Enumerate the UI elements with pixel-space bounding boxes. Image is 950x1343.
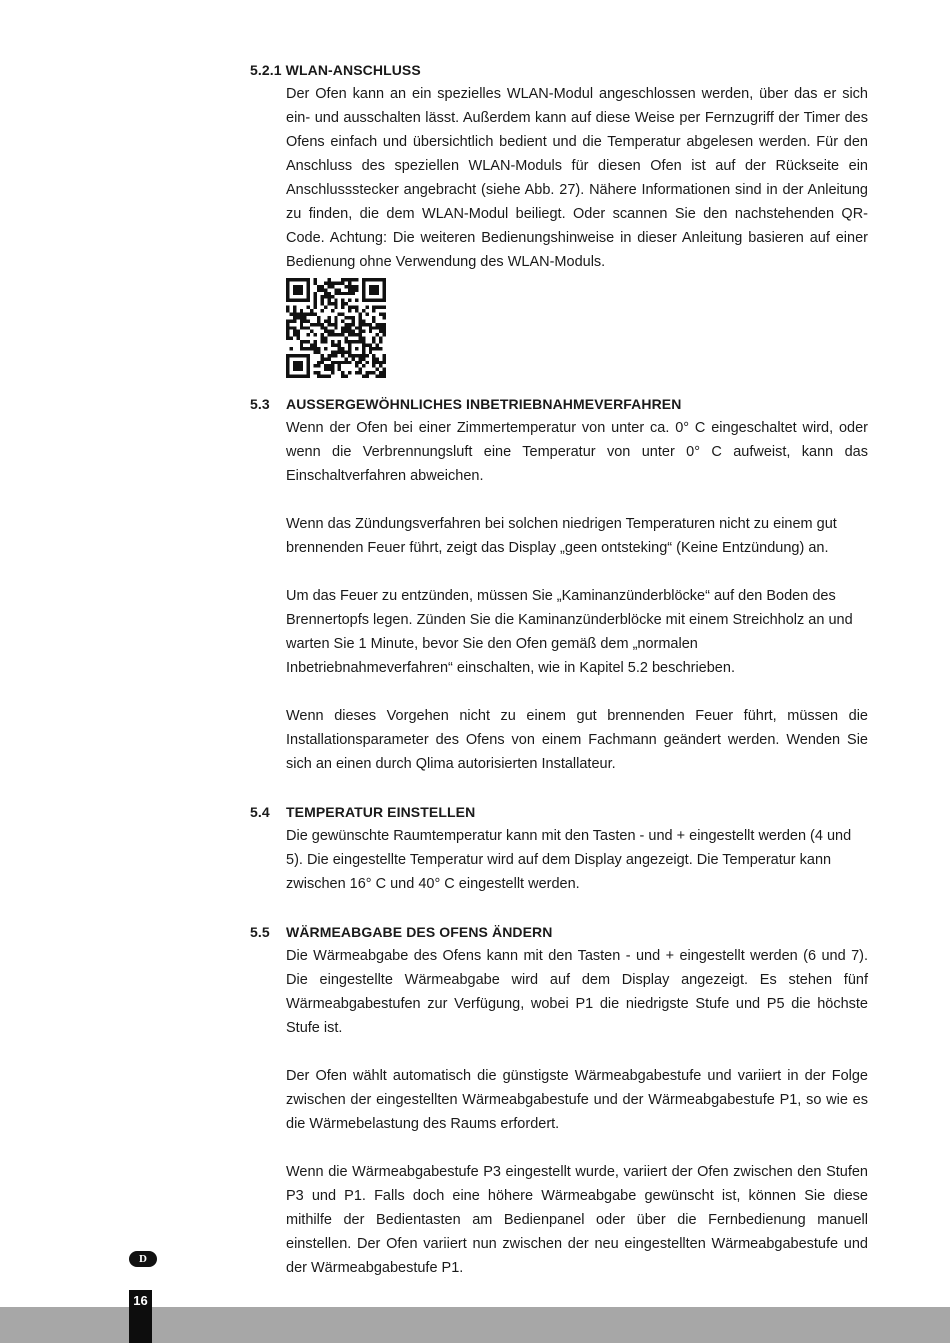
section-number: 5.4	[250, 804, 270, 820]
section-number: 5.2.1	[250, 62, 282, 78]
page-number: 16	[133, 1293, 148, 1308]
section-title: WÄRMEABGABE DES OFENS ÄNDERN	[286, 924, 553, 940]
section-paragraph: Wenn die Wärmeabgabestufe P3 eingestellt wurde, variiert der Ofen zwischen den Stufen P3 und P1. Falls doch eine höhere Wärmeabgabe gewünscht ist, können Sie diese mithilfe der Bedientasten am Bedienpanel oder über die Fernbedienung manuell einstellen. Der Ofen variiert nun zwischen der neu eingestellten Wärmeabgabestufe und der Wärmeabgabestufe P1.	[286, 1164, 868, 1276]
section-number: 5.5	[250, 924, 270, 940]
language-badge: D	[129, 1251, 157, 1267]
page-content	[250, 58, 868, 1280]
section-heading	[250, 920, 868, 944]
section-heading	[250, 800, 868, 824]
section-paragraph: Die gewünschte Raumtemperatur kann mit den Tasten - und + eingestellt werden (4 und 5). Die eingestellte Temperatur wird auf dem Display angezeigt. Die Temperatur kann zwischen 16° C und 40° C eingestellt werden.	[286, 828, 852, 892]
section-paragraph: Um das Feuer zu entzünden, müssen Sie „Kaminanzünderblöcke“ auf den Boden des Brennertopfs legen. Zünden Sie die Kaminanzünderblöcke mit einem Streichholz an und warten Sie 1 Minute, bevor Sie den Ofen gemäß dem „normalen Inbetriebnahmeverfahren“ einschalten, wie in Kapitel 5.2 beschrieben.	[286, 588, 853, 676]
section-heading	[250, 58, 868, 82]
section-paragraph: Die Wärmeabgabe des Ofens kann mit den Tasten - und + eingestellt werden (6 und 7). Die eingestellte Wärmeabgabe wird auf dem Display angezeigt. Es stehen fünf Wärmeabgabestufen zur Verfügung, wobei P1 die niedrigste Stufe und P5 die höchste Stufe ist.	[286, 948, 868, 1036]
section-paragraph: Wenn der Ofen bei einer Zimmertemperatur von unter ca. 0° C eingeschaltet wird, oder wenn die Verbrennungsluft eine Temperatur von unter 0° C aufweist, kann das Einschaltverfahren abweichen.	[286, 420, 868, 484]
section-paragraph: Wenn das Zündungsverfahren bei solchen niedrigen Temperaturen nicht zu einem gut brennenden Feuer führt, zeigt das Display „geen ontsteking“ (Keine Entzündung) an.	[286, 516, 837, 556]
section-aussergewoehnliches-verfahren	[250, 392, 868, 776]
section-number: 5.3	[250, 396, 270, 412]
section-title: WLAN-ANSCHLUSS	[285, 62, 421, 78]
section-wlan-anschluss	[250, 58, 868, 378]
section-paragraph: Der Ofen wählt automatisch die günstigste Wärmeabgabestufe und variiert in der Folge zwischen der eingestellten Wärmeabgabestufe und der Wärmeabgabestufe P1, so wie es die Wärmebelastung des Raums erfordert.	[286, 1068, 868, 1132]
section-temperatur-einstellen	[250, 800, 868, 896]
section-paragraph: Der Ofen kann an ein spezielles WLAN-Modul angeschlossen werden, über das er sich ein- und ausschalten lässt. Außerdem kann auf diese Weise per Fernzugriff der Timer des Ofens einfach und übersichtlich bedient und die Temperatur abgelesen werden. Für den Anschluss des speziellen WLAN-Moduls für diesen Ofen ist auf der Rückseite ein Anschlussstecker angebracht (siehe Abb. 27). Nähere Informationen sind in der Anleitung zu finden, die dem WLAN-Modul beiliegt. Oder scannen Sie den nachstehenden QR-Code. Achtung: Die weiteren Bedienungshinweise in dieser Anleitung basieren auf einer Bedienung ohne Verwendung des WLAN-Moduls.	[286, 86, 868, 270]
qr-code[interactable]	[286, 278, 386, 378]
section-heading	[250, 392, 868, 416]
section-title: TEMPERATUR EINSTELLEN	[286, 804, 476, 820]
section-waermeabgabe-aendern	[250, 920, 868, 1280]
page-number-tab	[129, 1290, 152, 1343]
section-title: AUSSERGEWÖHNLICHES INBETRIEBNAHMEVERFAHREN	[286, 396, 682, 412]
section-paragraph: Wenn dieses Vorgehen nicht zu einem gut brennenden Feuer führt, müssen die Installationsparameter des Ofens von einem Fachmann geändert werden. Wenden Sie sich an einen durch Qlima autorisierten Installateur.	[286, 708, 868, 772]
